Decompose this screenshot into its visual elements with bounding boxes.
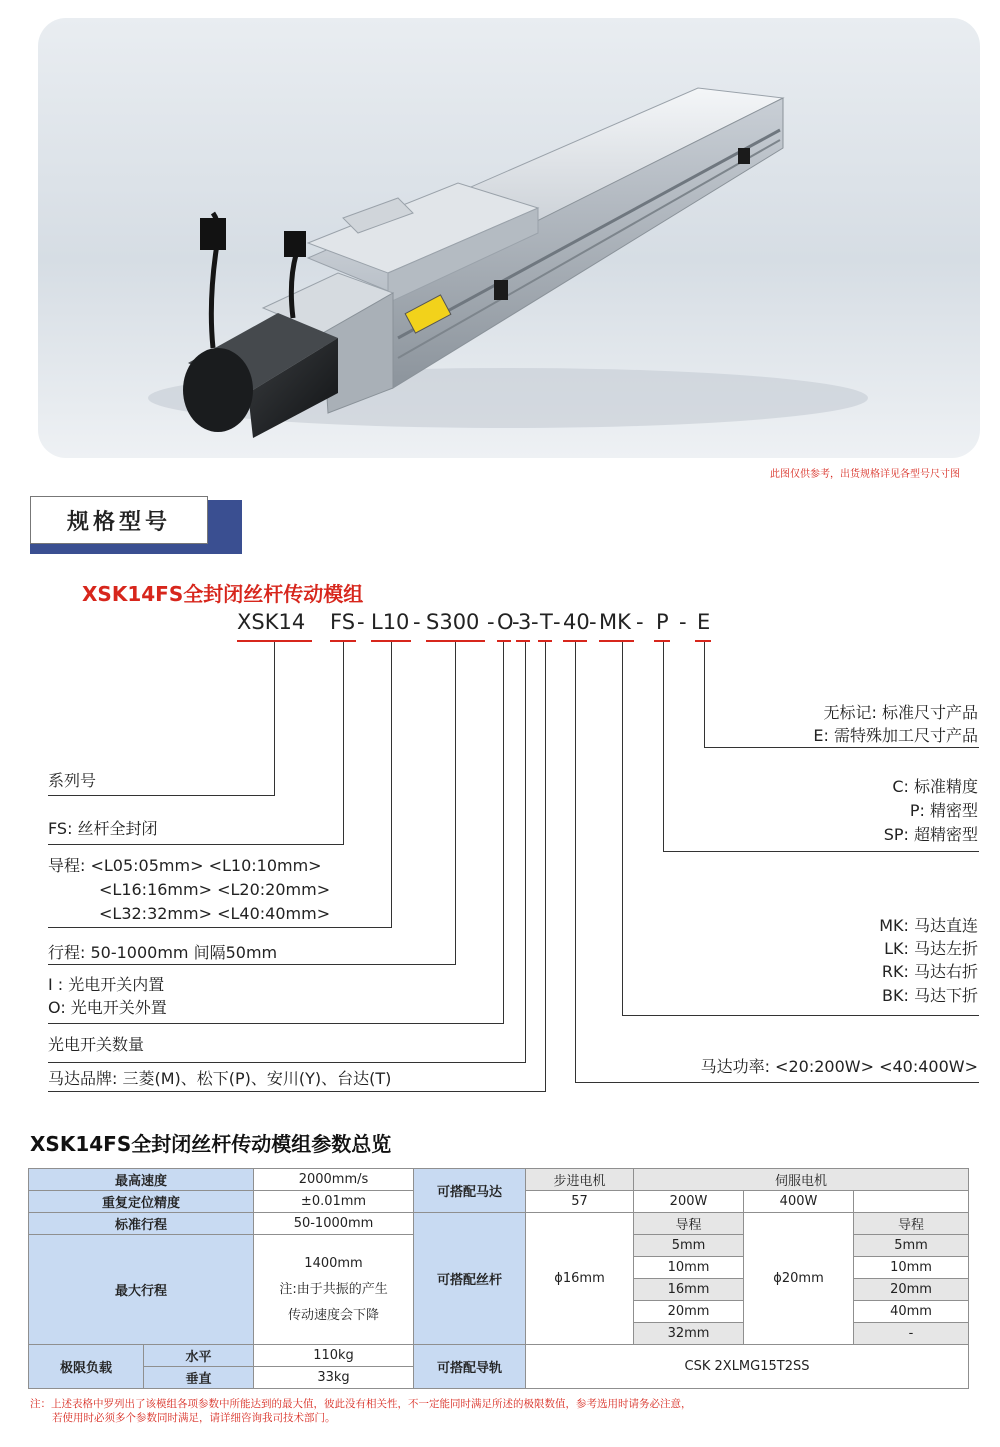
cell-value: 200W: [634, 1191, 744, 1213]
cell-value: 20mm: [854, 1279, 969, 1301]
cell-label: 水平: [144, 1345, 254, 1367]
label-prec-c: C: 标准精度: [892, 777, 978, 796]
cell-value: 32mm: [634, 1323, 744, 1345]
connector: [575, 642, 576, 1082]
cell-label: 最高速度: [29, 1169, 254, 1191]
code-switch: O: [497, 610, 514, 634]
cell-value: 5mm: [634, 1235, 744, 1257]
connector: [663, 642, 664, 851]
connector: [48, 1023, 504, 1024]
cell-value: 10mm: [634, 1257, 744, 1279]
underline: [497, 640, 511, 642]
params-title: XSK14FS全封闭丝杆传动模组参数总览: [30, 1132, 392, 1156]
code-dash: -: [553, 610, 561, 634]
underline: [654, 640, 670, 642]
cell-label: 极限负载: [29, 1345, 144, 1389]
label-power: 马达功率: <20:200W> <40:400W>: [700, 1057, 978, 1076]
cell-value: 110kg: [254, 1345, 414, 1367]
cell-value: 400W: [744, 1191, 854, 1213]
cell-value: ɸ20mm: [744, 1213, 854, 1345]
label-mk: MK: 马达直连: [879, 916, 978, 935]
max-stroke-note: 传动速度会下降: [288, 1307, 380, 1323]
label-rk: RK: 马达右折: [881, 962, 978, 981]
cell-header: 伺服电机: [634, 1169, 969, 1191]
footnote-line: 若使用时必须多个参数同时满足，请详细咨询我司技术部门。: [52, 1412, 336, 1424]
cell-label: 可搭配导轨: [414, 1345, 526, 1389]
cell-label: 最大行程: [29, 1235, 254, 1345]
label-std-size: 无标记: 标准尺寸产品: [823, 703, 978, 722]
linear-module-image: [38, 18, 980, 458]
code-stroke: S300: [426, 610, 480, 634]
cell-value: [254, 1235, 414, 1345]
connector: [622, 642, 623, 1015]
underline: [599, 640, 634, 642]
image-caption: 此图仅供参考，出货规格详见各型号尺寸图: [770, 469, 960, 480]
connector: [622, 1015, 979, 1016]
label-motor-brand: 马达品牌: 三菱(M)、松下(P)、安川(Y)、台达(T): [48, 1069, 392, 1088]
connector: [48, 795, 275, 796]
cell-value: ɸ16mm: [526, 1213, 634, 1345]
footnote-line: 注：上述表格中罗列出了该模组各项参数中所能达到的最大值，彼此没有相关性，不一定能同时满足所述的极限数值，参考选用时请务必注意，: [30, 1398, 692, 1410]
code-dash: -: [531, 610, 539, 634]
label-lk: LK: 马达左折: [884, 939, 978, 958]
connector: [48, 844, 344, 845]
connector: [48, 1062, 526, 1063]
cell-value: CSK 2XLMG15T2SS: [526, 1345, 969, 1389]
cell-header: 步进电机: [526, 1169, 634, 1191]
cell-value: 2000mm/s: [254, 1169, 414, 1191]
label-prec-sp: SP: 超精密型: [883, 825, 978, 844]
label-fs: FS: 丝杆全封闭: [48, 819, 158, 838]
label-lead-1: 导程: <L05:05mm> <L10:10mm>: [48, 856, 322, 875]
code-dash: -: [487, 610, 495, 634]
cell-header: 导程: [634, 1213, 744, 1235]
connector: [503, 642, 504, 1023]
label-lead-2: <L16:16mm> <L20:20mm>: [99, 880, 331, 899]
code-dash: -: [512, 610, 520, 634]
connector: [704, 747, 979, 748]
code-dash: -: [589, 610, 597, 634]
cell-header: 导程: [854, 1213, 969, 1235]
code-power: 40: [563, 610, 590, 634]
cell-label: 重复定位精度: [29, 1191, 254, 1213]
label-lead-3: <L32:32mm> <L40:40mm>: [99, 904, 331, 923]
code-brand: T: [540, 610, 553, 634]
cell-value: -: [854, 1323, 969, 1345]
spec-table: [28, 1168, 969, 1389]
cell-label: 可搭配丝杆: [414, 1213, 526, 1345]
code-dash: -: [357, 610, 365, 634]
code-dash: -: [413, 610, 421, 634]
cell-value: 50-1000mm: [254, 1213, 414, 1235]
connector: [48, 1091, 546, 1092]
connector: [391, 642, 392, 927]
footnote: [30, 1397, 930, 1425]
connector: [343, 642, 344, 844]
label-switch-in: I : 光电开关内置: [48, 975, 165, 994]
connector: [48, 927, 392, 928]
connector: [274, 642, 275, 795]
code-dash: -: [679, 610, 687, 634]
cell-empty: [854, 1191, 969, 1213]
underline: [516, 640, 530, 642]
code-fs: FS: [330, 610, 356, 634]
code-precision: P: [656, 610, 669, 634]
code-dash: -: [636, 610, 644, 634]
connector: [545, 642, 546, 1091]
cell-value: 5mm: [854, 1235, 969, 1257]
label-bk: BK: 马达下折: [882, 986, 978, 1005]
label-series: 系列号: [48, 771, 97, 790]
connector: [704, 642, 705, 747]
connector: [48, 964, 456, 965]
cell-value: 40mm: [854, 1301, 969, 1323]
label-switch-out: O: 光电开关外置: [48, 998, 167, 1017]
code-lead: L10: [371, 610, 410, 634]
connector: [663, 851, 979, 852]
label-stroke: 行程: 50-1000mm 间隔50mm: [48, 943, 278, 962]
label-prec-p: P: 精密型: [909, 801, 978, 820]
label-switch-qty: 光电开关数量: [48, 1035, 145, 1054]
product-title: XSK14FS全封闭丝杆传动模组: [82, 582, 364, 606]
connector: [525, 642, 526, 1062]
underline: [695, 640, 711, 642]
code-switch-qty: 3: [518, 610, 532, 634]
connector: [455, 642, 456, 964]
max-stroke-note: 注:由于共振的产生: [279, 1281, 388, 1297]
max-stroke-value: 1400mm: [304, 1255, 363, 1271]
code-size: E: [697, 610, 711, 634]
cell-value: 16mm: [634, 1279, 744, 1301]
cell-value: 57: [526, 1191, 634, 1213]
cell-value: ±0.01mm: [254, 1191, 414, 1213]
cell-value: 10mm: [854, 1257, 969, 1279]
section-tab: 规格型号: [30, 496, 208, 544]
cell-label: 标准行程: [29, 1213, 254, 1235]
connector: [575, 1082, 979, 1083]
code-series: XSK14: [237, 610, 306, 634]
label-special: E: 需特殊加工尺寸产品: [813, 726, 978, 745]
product-photo: [38, 18, 980, 458]
cell-label: 可搭配马达: [414, 1169, 526, 1213]
code-mount: MK: [599, 610, 631, 634]
cell-label: 垂直: [144, 1367, 254, 1389]
cell-value: 20mm: [634, 1301, 744, 1323]
cell-value: 33kg: [254, 1367, 414, 1389]
